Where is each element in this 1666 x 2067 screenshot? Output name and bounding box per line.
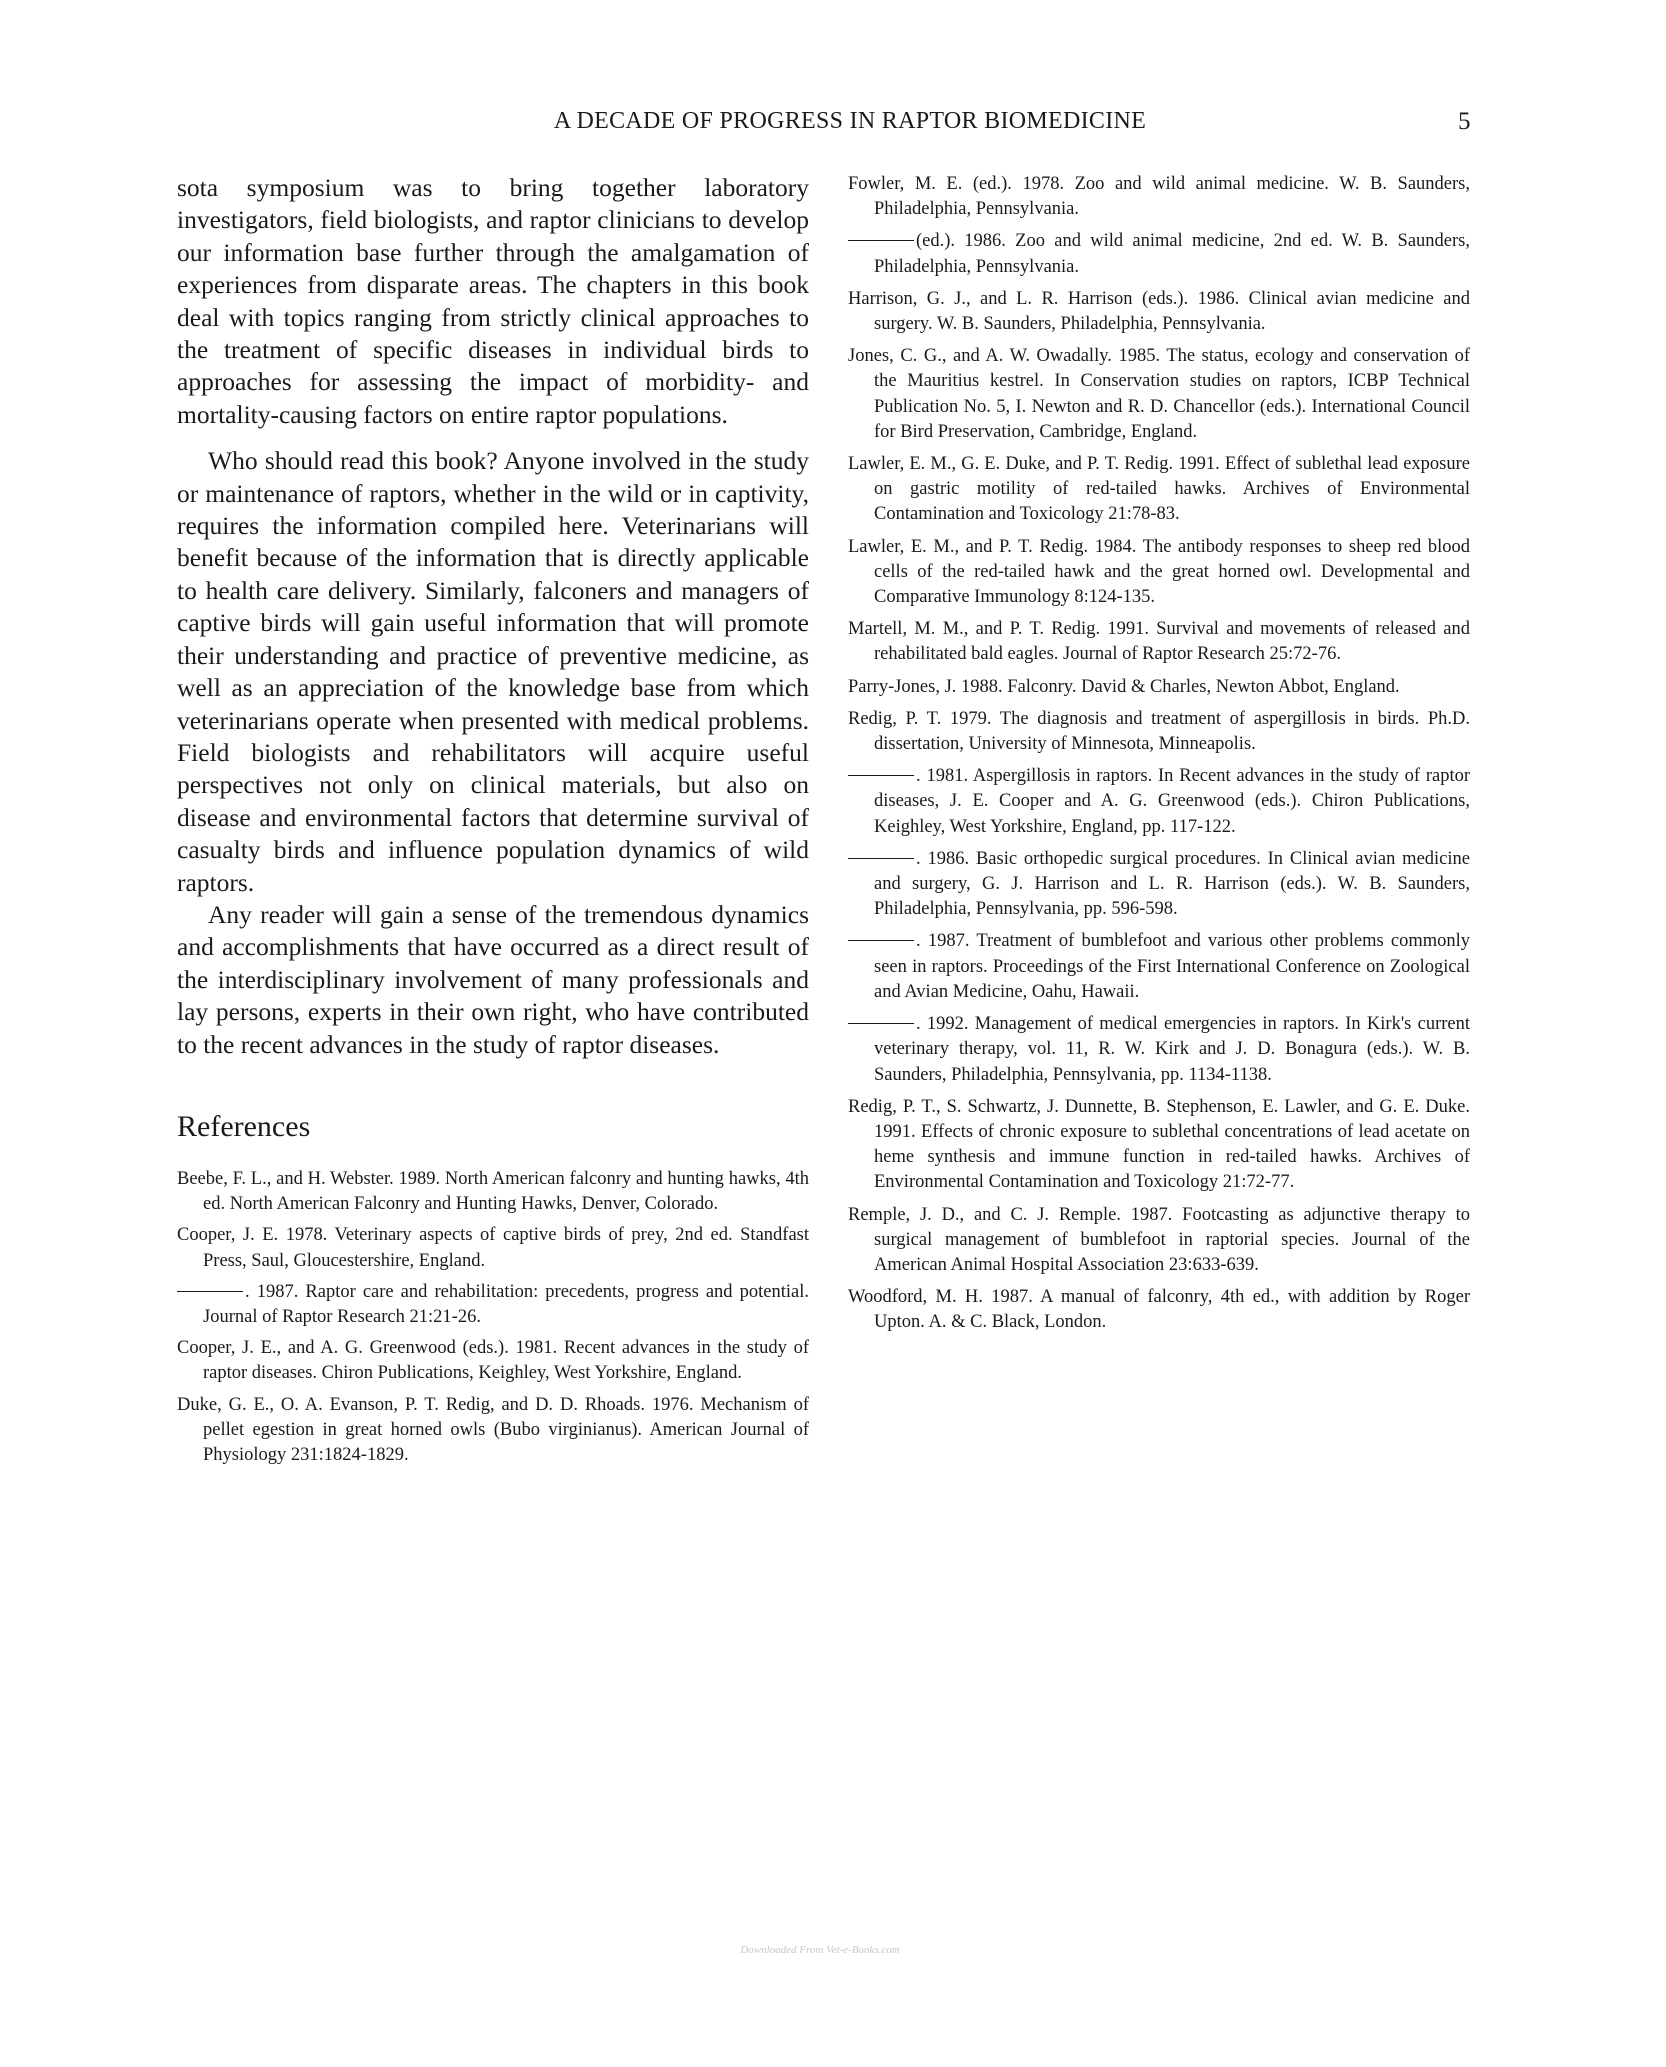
reference-entry: Duke, G. E., O. A. Evanson, P. T. Redig, and D. D. Rhoads. 1976. Mechanism of pellet egestion in great horned owls (Bubo virginianus). American Journal of Physiology 231:1824-1829. <box>177 1394 809 1465</box>
reference-entry: . 1981. Aspergillosis in raptors. In Recent advances in the study of raptor diseases, J. E. Cooper and A. G. Greenwood (eds.). Chiron Publications, Keighley, West Yorkshire, England, pp. 117-122. <box>848 764 1470 840</box>
reference-entry: Harrison, G. J., and L. R. Harrison (eds.). 1986. Clinical avian medicine and surgery. W. B. Saunders, Philadelphia, Pennsylvania. <box>848 288 1470 335</box>
references-heading: References <box>177 1109 311 1143</box>
right-column <box>848 172 1470 1343</box>
reference-entry: Redig, P. T. 1979. The diagnosis and treatment of aspergillosis in birds. Ph.D. dissertation, University of Minnesota, Minneapolis. <box>848 708 1470 755</box>
ditto-dash <box>848 775 914 776</box>
body-paragraph: Any reader will gain a sense of the tremendous dynamics and accomplishments that have occurred as a direct result of the interdisciplinary involvement of many professionals and lay persons, experts in their own right, who have contributed to the recent advances in the study of raptor diseases. <box>177 899 809 1059</box>
reference-entry: . 1987. Treatment of bumblefoot and various other problems commonly seen in raptors. Proceedings of the First International Conference on Zoological and Avian Medicine, Oahu, Hawaii. <box>848 929 1470 1005</box>
reference-entry: (ed.). 1986. Zoo and wild animal medicine, 2nd ed. W. B. Saunders, Philadelphia, Pennsylvania. <box>848 229 1470 279</box>
reference-entry: Cooper, J. E. 1978. Veterinary aspects of captive birds of prey, 2nd ed. Standfast Press, Saul, Gloucestershire, England. <box>177 1225 809 1271</box>
reference-entry: Remple, J. D., and C. J. Remple. 1987. Footcasting as adjunctive therapy to surgical management of bumblefoot in raptorial species. Journal of the American Animal Hospital Association 23:633-639. <box>848 1204 1470 1275</box>
left-column <box>177 172 809 1474</box>
page-number: 5 <box>1458 108 1471 135</box>
reference-entry: . 1992. Management of medical emergencies in raptors. In Kirk's current veterinary therapy, vol. 11, R. W. Kirk and J. D. Bonagura (eds.). W. B. Saunders, Philadelphia, Pennsylvania, pp. 1134-1138. <box>848 1012 1470 1088</box>
reference-entry: Martell, M. M., and P. T. Redig. 1991. Survival and movements of released and rehabilitated bald eagles. Journal of Raptor Research 25:72-76. <box>848 619 1470 665</box>
references-list-left <box>177 1167 809 1468</box>
reference-entry: Lawler, E. M., and P. T. Redig. 1984. The antibody responses to sheep red blood cells of the red-tailed hawk and the great horned owl. Developmental and Comparative Immunology 8:124-135. <box>848 536 1470 608</box>
reference-entry: . 1987. Raptor care and rehabilitation: precedents, progress and potential. Journal of Raptor Research 21:21-26. <box>177 1280 809 1330</box>
reference-entry: Redig, P. T., S. Schwartz, J. Dunnette, B. Stephenson, E. Lawler, and G. E. Duke. 1991. Effects of chronic exposure to sublethal concentrations of lead acetate on heme synthesis and immune function in red-tailed hawks. Archives of Environmental Contamination and Toxicology 21:72-77. <box>848 1096 1470 1193</box>
ditto-dash <box>848 240 914 241</box>
ditto-dash <box>848 1023 914 1024</box>
ditto-dash <box>848 940 914 941</box>
ditto-dash <box>177 1291 243 1292</box>
download-watermark: Downloaded From Vet-e-Books.com <box>740 1944 900 1956</box>
body-paragraph: sota symposium was to bring together laboratory investigators, field biologists, and raptor clinicians to develop our information base further through the amalgamation of experiences from disparate areas. The chapters in this book deal with topics ranging from strictly clinical approaches to the treatment of specific diseases in individual birds to approaches for assessing the impact of morbidity- and mortality-causing factors on entire raptor populations. <box>177 173 809 429</box>
reference-entry: Beebe, F. L., and H. Webster. 1989. North American falconry and hunting hawks, 4th ed. North American Falconry and Hunting Hawks, Denver, Colorado. <box>177 1168 809 1215</box>
reference-entry: Parry-Jones, J. 1988. Falconry. David & Charles, Newton Abbot, England. <box>848 676 1400 697</box>
reference-entry: Lawler, E. M., G. E. Duke, and P. T. Redig. 1991. Effect of sublethal lead exposure on gastric motility of red-tailed hawks. Archives of Environmental Contamination and Toxicology 21:78-83. <box>848 454 1470 525</box>
reference-entry: Fowler, M. E. (ed.). 1978. Zoo and wild animal medicine. W. B. Saunders, Philadelphia, Pennsylvania. <box>848 174 1470 220</box>
ditto-dash <box>848 858 914 859</box>
running-head: A DECADE OF PROGRESS IN RAPTOR BIOMEDICINE <box>553 108 1147 134</box>
body-paragraph: Who should read this book? Anyone involved in the study or maintenance of raptors, whether in the wild or in captivity, requires the information compiled here. Veterinarians will benefit because of the information that is directly applicable to health care delivery. Similarly, falconers and managers of captive birds will gain useful information that will promote their understanding and practice of preventive medicine, as well as an appreciation of the knowledge base from which veterinarians operate when presented with medical problems. Field biologists and rehabilitators will acquire useful perspectives not only on clinical materials, but also on disease and environmental factors that determine survival of casualty birds and influence population dynamics of wild raptors. <box>177 446 809 897</box>
reference-entry: . 1986. Basic orthopedic surgical procedures. In Clinical avian medicine and surgery, G. J. Harrison and L. R. Harrison (eds.). W. B. Saunders, Philadelphia, Pennsylvania, pp. 596-598. <box>848 847 1470 923</box>
reference-entry: Woodford, M. H. 1987. A manual of falconry, 4th ed., with addition by Roger Upton. A. & C. Black, London. <box>848 1287 1470 1333</box>
reference-entry: Jones, C. G., and A. W. Owadally. 1985. The status, ecology and conservation of the Mauritius kestrel. In Conservation studies on raptors, ICBP Technical Publication No. 5, I. Newton and R. D. Chancellor (eds.). International Council for Bird Preservation, Cambridge, England. <box>848 346 1470 442</box>
reference-entry: Cooper, J. E., and A. G. Greenwood (eds.). 1981. Recent advances in the study of raptor diseases. Chiron Publications, Keighley, West Yorkshire, England. <box>177 1338 809 1384</box>
